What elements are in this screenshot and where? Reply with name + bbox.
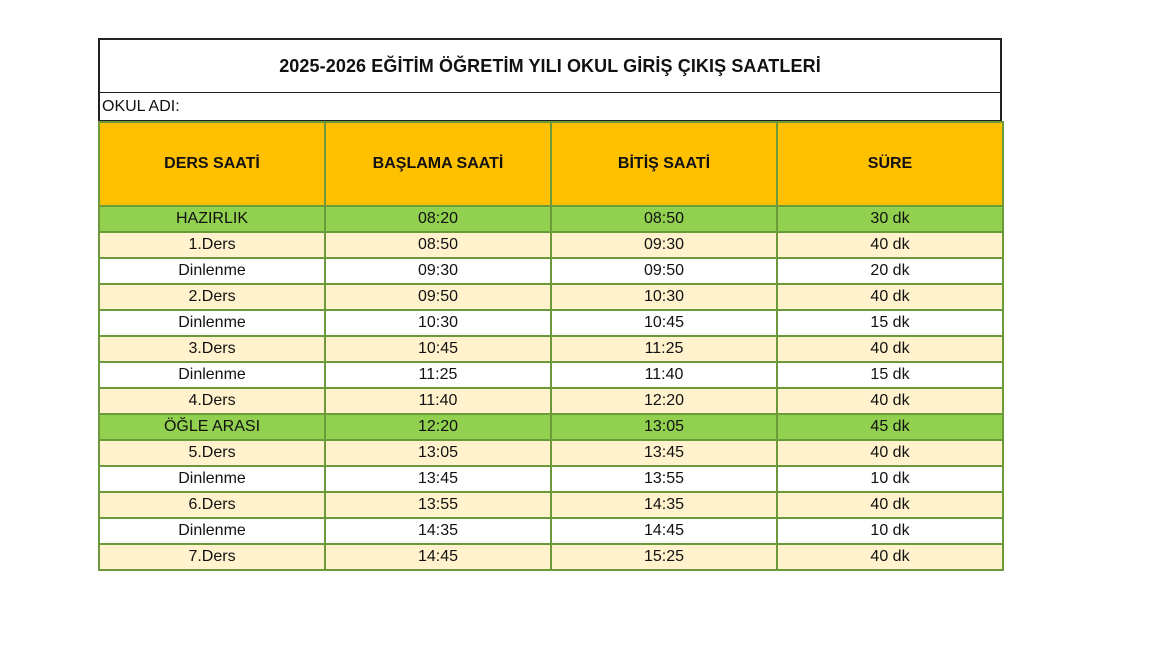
duration-cell: 10 dk: [777, 466, 1003, 492]
duration-cell: 15 dk: [777, 310, 1003, 336]
table-row: [99, 466, 1003, 492]
duration-cell: 40 dk: [777, 544, 1003, 570]
duration-cell: 40 dk: [777, 492, 1003, 518]
schedule-body: [99, 206, 1003, 570]
duration-cell: 45 dk: [777, 414, 1003, 440]
table-row: [99, 492, 1003, 518]
duration-cell: 40 dk: [777, 388, 1003, 414]
table-row: [99, 440, 1003, 466]
duration-cell: 10 dk: [777, 518, 1003, 544]
period-cell: 3.Ders: [99, 336, 325, 362]
duration-cell: 20 dk: [777, 258, 1003, 284]
period-cell: 5.Ders: [99, 440, 325, 466]
period-cell: Dinlenme: [99, 518, 325, 544]
end-time-cell: 09:30: [551, 232, 777, 258]
end-time-cell: 12:20: [551, 388, 777, 414]
start-time-cell: 13:45: [325, 466, 551, 492]
period-cell: HAZIRLIK: [99, 206, 325, 232]
end-time-cell: 11:40: [551, 362, 777, 388]
end-time-cell: 10:45: [551, 310, 777, 336]
end-time-cell: 09:50: [551, 258, 777, 284]
duration-cell: 40 dk: [777, 440, 1003, 466]
table-row: [99, 310, 1003, 336]
start-time-cell: 13:55: [325, 492, 551, 518]
end-time-cell: 10:30: [551, 284, 777, 310]
start-time-cell: 14:35: [325, 518, 551, 544]
start-time-cell: 12:20: [325, 414, 551, 440]
schedule-sheet: [98, 38, 1002, 571]
duration-cell: 30 dk: [777, 206, 1003, 232]
end-time-cell: 08:50: [551, 206, 777, 232]
header-row: [99, 122, 1003, 206]
period-cell: 6.Ders: [99, 492, 325, 518]
period-cell: Dinlenme: [99, 258, 325, 284]
start-time-cell: 13:05: [325, 440, 551, 466]
header-end-time: BİTİŞ SAATİ: [551, 122, 777, 206]
start-time-cell: 10:45: [325, 336, 551, 362]
end-time-cell: 14:45: [551, 518, 777, 544]
header-start-time: BAŞLAMA SAATİ: [325, 122, 551, 206]
start-time-cell: 14:45: [325, 544, 551, 570]
period-cell: 4.Ders: [99, 388, 325, 414]
page-title: 2025-2026 EĞİTİM ÖĞRETİM YILI OKUL GİRİŞ ÇIKIŞ SAATLERİ: [98, 38, 1002, 93]
duration-cell: 40 dk: [777, 284, 1003, 310]
end-time-cell: 14:35: [551, 492, 777, 518]
end-time-cell: 15:25: [551, 544, 777, 570]
duration-cell: 40 dk: [777, 336, 1003, 362]
school-name-label: OKUL ADI:: [98, 93, 1002, 121]
start-time-cell: 10:30: [325, 310, 551, 336]
period-cell: Dinlenme: [99, 362, 325, 388]
period-cell: 2.Ders: [99, 284, 325, 310]
end-time-cell: 13:45: [551, 440, 777, 466]
schedule-table: [98, 121, 1004, 571]
table-row: [99, 518, 1003, 544]
end-time-cell: 11:25: [551, 336, 777, 362]
table-row: [99, 232, 1003, 258]
header-duration: SÜRE: [777, 122, 1003, 206]
start-time-cell: 11:25: [325, 362, 551, 388]
table-row: [99, 414, 1003, 440]
table-row: [99, 544, 1003, 570]
start-time-cell: 08:50: [325, 232, 551, 258]
start-time-cell: 11:40: [325, 388, 551, 414]
table-row: [99, 336, 1003, 362]
table-row: [99, 284, 1003, 310]
duration-cell: 15 dk: [777, 362, 1003, 388]
table-row: [99, 388, 1003, 414]
start-time-cell: 08:20: [325, 206, 551, 232]
end-time-cell: 13:55: [551, 466, 777, 492]
duration-cell: 40 dk: [777, 232, 1003, 258]
period-cell: ÖĞLE ARASI: [99, 414, 325, 440]
period-cell: Dinlenme: [99, 310, 325, 336]
header-period: DERS SAATİ: [99, 122, 325, 206]
start-time-cell: 09:30: [325, 258, 551, 284]
end-time-cell: 13:05: [551, 414, 777, 440]
table-row: [99, 362, 1003, 388]
period-cell: 7.Ders: [99, 544, 325, 570]
period-cell: Dinlenme: [99, 466, 325, 492]
start-time-cell: 09:50: [325, 284, 551, 310]
period-cell: 1.Ders: [99, 232, 325, 258]
table-row: [99, 206, 1003, 232]
table-row: [99, 258, 1003, 284]
